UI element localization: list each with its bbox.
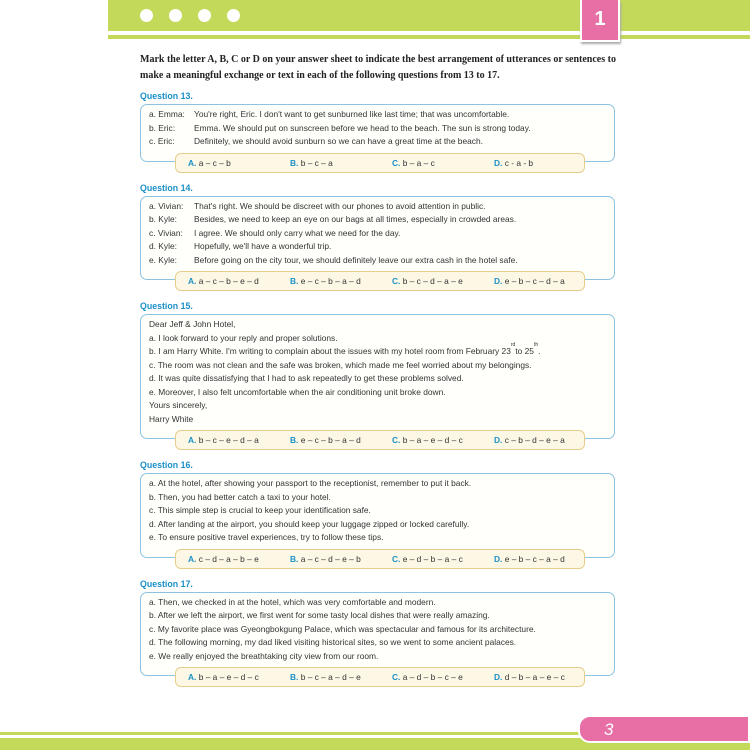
answer-option[interactable]: [278, 668, 380, 686]
text: to 25: [515, 346, 534, 356]
answer-option[interactable]: [380, 550, 482, 568]
question-box: [140, 196, 615, 281]
option-value: a – c – b – e – d: [198, 276, 259, 286]
answer-option[interactable]: [176, 668, 278, 686]
answer-options: [175, 271, 585, 291]
sentence-line: b. Then, you had better catch a taxi to your hotel.: [149, 491, 331, 502]
answer-options: [175, 667, 585, 687]
answer-options: [175, 430, 585, 450]
letter-line: d. It was quite dissatisfying that I had to ask repeatedly to get these problems solved.: [149, 373, 464, 383]
dot-decoration: [169, 9, 182, 22]
letter-line: e. Moreover, I also felt uncomfortable when the air conditioning unit broke down.: [149, 386, 446, 397]
answer-option[interactable]: [176, 272, 278, 290]
letter-line: c. The room was not clean and the safe was broken, which made me feel worried about my belongings.: [149, 359, 532, 370]
option-value: b – a – c: [402, 157, 435, 168]
dialogue-line: [149, 135, 606, 149]
answer-option[interactable]: [380, 272, 482, 290]
answer-option[interactable]: [482, 550, 584, 568]
dialogue-line: [149, 108, 606, 122]
letter-line: Dear Jeff & John Hotel,: [149, 319, 236, 329]
option-value: c – d – a – b – e: [198, 553, 259, 564]
option-letter: B.: [290, 553, 299, 564]
dialogue-line: [149, 200, 606, 214]
dialogue-line: [149, 254, 606, 268]
utterance: Hopefully, we'll have a wonderful trip.: [194, 241, 332, 251]
answer-option[interactable]: [278, 550, 380, 568]
utterance: Definitely, we should avoid sunburn so we can have a great time at the beach.: [194, 136, 483, 146]
sentence-line: a. Then, we checked in at the hotel, which was very comfortable and modern.: [149, 596, 436, 607]
option-value: e – b – c – d – a: [504, 276, 565, 286]
question-label: Question 15.: [140, 301, 193, 311]
option-letter: C.: [392, 435, 401, 445]
speaker: a. Emma:: [149, 109, 185, 119]
option-value: d – b – a – e – c: [504, 672, 565, 682]
option-letter: A.: [188, 435, 197, 445]
option-letter: A.: [188, 553, 197, 564]
dialogue-line: [149, 240, 606, 254]
question-16: [140, 459, 615, 569]
utterance: I agree. We should only carry what we need for the day.: [194, 227, 401, 238]
text: .: [538, 346, 541, 356]
option-letter: A.: [188, 276, 197, 286]
sentence-line: b. After we left the airport, we first went for some tasty local dishes that were really amazing.: [149, 610, 490, 620]
utterance: You're right, Eric. I don't want to get sunburned like last time; that was uncomfortable.: [194, 109, 510, 119]
superscript: rd: [510, 342, 516, 348]
utterance: Before going on the city tour, we should definitely leave our extra cash in the hotel safe.: [194, 254, 518, 265]
answer-option[interactable]: [482, 431, 584, 449]
dialogue-line: [149, 213, 606, 227]
question-14: [140, 182, 615, 292]
dialogue-line: [149, 227, 606, 241]
dot-decoration: [227, 9, 240, 22]
dialogue-line: [149, 122, 606, 136]
speaker: b. Eric:: [149, 122, 176, 133]
option-letter: A.: [188, 157, 197, 168]
question-box: [140, 314, 615, 439]
answer-option[interactable]: [278, 272, 380, 290]
sentence-line: d. The following morning, my dad liked visiting historical sites, so we went to some ancient palaces.: [149, 637, 517, 647]
sentence-line: e. To ensure positive travel experiences, try to follow these tips.: [149, 532, 384, 542]
answer-option[interactable]: [380, 668, 482, 686]
option-letter: D.: [494, 276, 503, 286]
option-letter: B.: [290, 157, 299, 168]
option-value: c - a - b: [504, 157, 534, 168]
option-value: b – c – a – d – e: [300, 672, 361, 682]
answer-option[interactable]: [380, 154, 482, 172]
option-value: b – c – e – d – a: [198, 435, 259, 445]
option-value: e – c – b – a – d: [300, 276, 361, 286]
question-label: Question 14.: [140, 182, 193, 193]
answer-options: [175, 153, 585, 173]
speaker: a. Vivian:: [149, 200, 184, 211]
speaker: b. Kyle:: [149, 214, 177, 224]
question-17: [140, 578, 615, 688]
sentence-line: c. This simple step is crucial to keep your identification safe.: [149, 505, 371, 515]
option-value: a – c – b: [198, 157, 231, 168]
option-letter: C.: [392, 276, 401, 286]
unit-number-tab: 1: [580, 0, 620, 42]
answer-option[interactable]: [176, 431, 278, 449]
answer-option[interactable]: [176, 154, 278, 172]
answer-option[interactable]: [278, 154, 380, 172]
option-value: e – c – b – a – d: [300, 435, 361, 445]
option-value: b – c – a: [300, 157, 333, 168]
option-letter: C.: [392, 157, 401, 168]
sentence-line: c. My favorite place was Gyeongbokgung Palace, which was spectacular and famous for its architecture.: [149, 623, 536, 634]
option-value: e – b – c – a – d: [504, 553, 565, 564]
letter-line: Yours sincerely,: [149, 400, 208, 410]
header-bar: [108, 0, 750, 31]
header-line: [108, 35, 750, 39]
sentence-line: e. We really enjoyed the breathtaking city view from our room.: [149, 650, 379, 661]
utterance: That's right. We should be discreet with our phones to avoid attention in public.: [194, 200, 486, 211]
option-value: b – c – d – a – e: [402, 276, 463, 286]
option-letter: C.: [392, 672, 401, 682]
option-value: a – d – b – c – e: [402, 672, 463, 682]
answer-option[interactable]: [278, 431, 380, 449]
answer-option[interactable]: [482, 154, 584, 172]
question-box: [140, 592, 615, 677]
option-letter: A.: [188, 672, 197, 682]
answer-option[interactable]: [482, 668, 584, 686]
speaker: c. Eric:: [149, 136, 175, 146]
page-number: 3: [578, 715, 750, 743]
option-letter: D.: [494, 157, 503, 168]
option-value: a – c – d – e – b: [300, 553, 361, 564]
questions-list: [140, 90, 615, 696]
question-label: Question 17.: [140, 578, 193, 589]
option-value: c – b – d – e – a: [504, 435, 565, 445]
question-label: Question 13.: [140, 91, 193, 101]
footer-line: [0, 732, 600, 735]
speaker: c. Vivian:: [149, 227, 183, 238]
letter-line: [149, 342, 606, 359]
letter-line: Harry White: [149, 413, 194, 424]
question-15: [140, 300, 615, 450]
sentence-line: d. After landing at the airport, you should keep your luggage zipped or locked carefully.: [149, 518, 470, 529]
option-letter: D.: [494, 672, 503, 682]
answer-options: [175, 549, 585, 569]
option-value: e – d – b – a – c: [402, 553, 463, 564]
question-13: [140, 90, 615, 173]
option-letter: B.: [290, 276, 299, 286]
question-label: Question 16.: [140, 460, 193, 470]
utterance: Emma. We should put on sunscreen before we head to the beach. The sun is strong today.: [194, 122, 531, 133]
option-letter: B.: [290, 672, 299, 682]
superscript: th: [533, 342, 539, 348]
utterance: Besides, we need to keep an eye on our bags at all times, especially in crowded areas.: [194, 214, 517, 224]
letter-line: a. I look forward to your reply and proper solutions.: [149, 332, 338, 343]
speaker: e. Kyle:: [149, 254, 177, 265]
question-box: [140, 473, 615, 558]
sentence-line: a. At the hotel, after showing your passport to the receptionist, remember to put it back.: [149, 478, 472, 488]
answer-option[interactable]: [380, 431, 482, 449]
instructions: Mark the letter A, B, C or D on your answer sheet to indicate the best arrangement of utterances or sentences to make a meaningful exchange or text in each of the following questions from 13 to 17.: [140, 54, 616, 81]
option-letter: C.: [392, 553, 401, 564]
text: b. I am Harry White. I'm writing to complain about the issues with my hotel room from February 23: [149, 346, 511, 356]
answer-option[interactable]: [482, 272, 584, 290]
option-letter: D.: [494, 435, 503, 445]
dot-decoration: [198, 9, 211, 22]
option-letter: B.: [290, 435, 299, 445]
answer-option[interactable]: [176, 550, 278, 568]
option-value: b – a – e – d – c: [402, 435, 463, 445]
dot-decoration: [140, 9, 153, 22]
speaker: d. Kyle:: [149, 241, 177, 251]
option-letter: D.: [494, 553, 503, 564]
option-value: b – a – e – d – c: [198, 672, 259, 682]
